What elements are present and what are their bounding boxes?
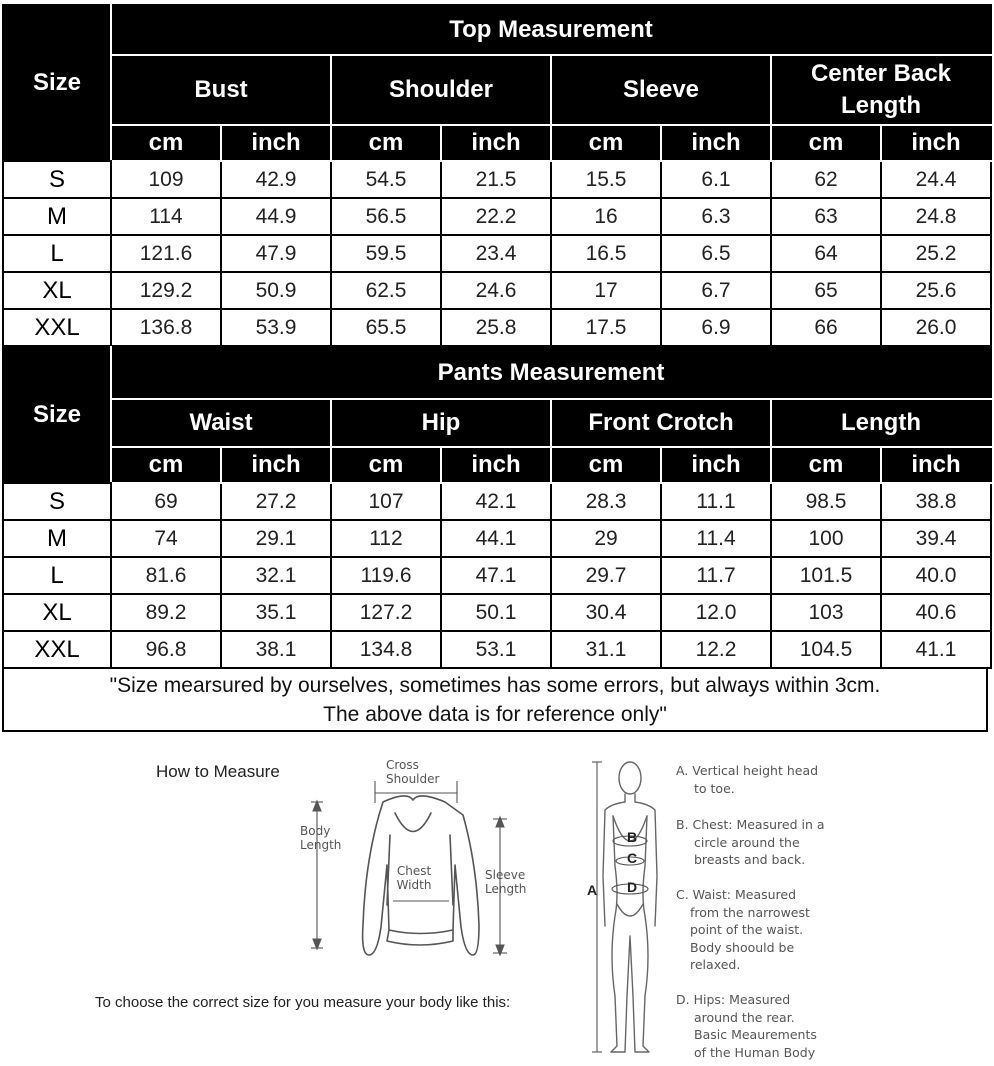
size-cell: M [3,198,111,235]
value-cell: 42.9 [221,161,331,198]
disclaimer-line: "Size mearsured by ourselves, sometimes has some errors, but always within 3cm. [109,674,881,697]
value-cell: 17 [551,272,661,309]
table-row [3,161,991,198]
value-cell: 114 [111,198,221,235]
value-cell: 11.1 [661,483,771,520]
value-cell: 6.1 [661,161,771,198]
measure-instruction: To choose the correct size for you measure your body like this: [95,994,511,1011]
guide-b: B. Chest: Measured in a circle around the breasts and back. [676,817,825,867]
value-cell: 127.2 [331,594,441,631]
value-cell: 31.1 [551,631,661,668]
value-cell: 25.8 [441,309,551,346]
unit-header: cm [771,125,881,161]
value-cell: 53.9 [221,309,331,346]
how-to-measure-section [0,740,994,1066]
unit-header: cm [331,447,441,483]
unit-header: cm [551,447,661,483]
marker-d: D [627,879,638,895]
value-cell: 28.3 [551,483,661,520]
size-cell: S [3,483,111,520]
column-group-header: Front Crotch [551,399,771,447]
value-cell: 119.6 [331,557,441,594]
value-cell: 47.1 [441,557,551,594]
value-cell: 107 [331,483,441,520]
value-cell: 6.7 [661,272,771,309]
measurement-disclaimer [2,668,988,732]
value-cell: 39.4 [881,520,991,557]
size-cell: XL [3,272,111,309]
value-cell: 42.1 [441,483,551,520]
unit-header: inch [441,125,551,161]
table-row [3,483,991,520]
value-cell: 64 [771,235,881,272]
table-row [3,235,991,272]
table-row [3,309,991,346]
value-cell: 32.1 [221,557,331,594]
column-group-header: Shoulder [331,55,551,125]
value-cell: 50.1 [441,594,551,631]
guide-a: A. Vertical height head to toe. [676,763,819,796]
top-measurement-table [2,4,992,347]
table-row [3,520,991,557]
value-cell: 23.4 [441,235,551,272]
body-figure [575,756,675,1066]
value-cell: 6.9 [661,309,771,346]
value-cell: 81.6 [111,557,221,594]
value-cell: 63 [771,198,881,235]
pants-measurement-table [2,346,992,669]
unit-header: inch [441,447,551,483]
value-cell: 65.5 [331,309,441,346]
garment-diagram [295,755,545,965]
unit-header: inch [661,447,771,483]
value-cell: 54.5 [331,161,441,198]
how-to-measure-title: How to Measure [156,762,280,781]
table-row [3,557,991,594]
column-group-header: Sleeve [551,55,771,125]
value-cell: 62 [771,161,881,198]
marker-b: B [627,829,638,845]
value-cell: 15.5 [551,161,661,198]
value-cell: 121.6 [111,235,221,272]
value-cell: 38.1 [221,631,331,668]
value-cell: 69 [111,483,221,520]
size-cell: XXL [3,631,111,668]
unit-header: cm [771,447,881,483]
value-cell: 35.1 [221,594,331,631]
size-cell: XL [3,594,111,631]
value-cell: 29 [551,520,661,557]
marker-a: A [587,882,598,898]
column-group-header: Length [771,399,991,447]
value-cell: 22.2 [441,198,551,235]
value-cell: 41.1 [881,631,991,668]
value-cell: 40.0 [881,557,991,594]
value-cell: 6.3 [661,198,771,235]
value-cell: 25.6 [881,272,991,309]
value-cell: 24.8 [881,198,991,235]
value-cell: 11.7 [661,557,771,594]
body-length-label: Body Length [300,824,342,852]
value-cell: 40.6 [881,594,991,631]
value-cell: 11.4 [661,520,771,557]
table-row [3,272,991,309]
size-cell: XXL [3,309,111,346]
column-group-header: Waist [111,399,331,447]
column-group-header: Center Back Length [771,55,991,125]
value-cell: 29.7 [551,557,661,594]
value-cell: 24.4 [881,161,991,198]
value-cell: 27.2 [221,483,331,520]
value-cell: 16 [551,198,661,235]
column-group-header: Hip [331,399,551,447]
value-cell: 98.5 [771,483,881,520]
value-cell: 24.6 [441,272,551,309]
value-cell: 29.1 [221,520,331,557]
value-cell: 44.9 [221,198,331,235]
size-cell: L [3,235,111,272]
value-cell: 65 [771,272,881,309]
value-cell: 59.5 [331,235,441,272]
guide-c: C. Waist: Measured from the narrowest point of the waist. Body shoould be relaxed. [676,887,810,972]
value-cell: 56.5 [331,198,441,235]
size-cell: L [3,557,111,594]
value-cell: 62.5 [331,272,441,309]
unit-header: cm [111,125,221,161]
unit-header: inch [881,447,991,483]
disclaimer-line: The above data is for reference only" [323,703,667,726]
value-cell: 12.2 [661,631,771,668]
value-cell: 44.1 [441,520,551,557]
table-title: Top Measurement [111,5,991,55]
value-cell: 50.9 [221,272,331,309]
table-row [3,594,991,631]
value-cell: 109 [111,161,221,198]
table-title: Pants Measurement [111,347,991,399]
value-cell: 30.4 [551,594,661,631]
value-cell: 12.0 [661,594,771,631]
value-cell: 129.2 [111,272,221,309]
column-group-header: Bust [111,55,331,125]
table-row [3,631,991,668]
value-cell: 47.9 [221,235,331,272]
value-cell: 104.5 [771,631,881,668]
value-cell: 74 [111,520,221,557]
unit-header: cm [331,125,441,161]
value-cell: 66 [771,309,881,346]
guide-d: D. Hips: Measured around the rear. Basic Meaurements of the Human Body [676,992,817,1060]
value-cell: 134.8 [331,631,441,668]
unit-header: inch [661,125,771,161]
value-cell: 103 [771,594,881,631]
value-cell: 53.1 [441,631,551,668]
value-cell: 112 [331,520,441,557]
value-cell: 96.8 [111,631,221,668]
size-header: Size [3,5,111,161]
sleeve-length-label: Sleeve Length [485,868,527,896]
unit-header: inch [221,447,331,483]
size-cell: M [3,520,111,557]
unit-header: inch [221,125,331,161]
table-row [3,198,991,235]
value-cell: 26.0 [881,309,991,346]
value-cell: 6.5 [661,235,771,272]
value-cell: 89.2 [111,594,221,631]
unit-header: inch [881,125,991,161]
unit-header: cm [111,447,221,483]
value-cell: 16.5 [551,235,661,272]
value-cell: 101.5 [771,557,881,594]
value-cell: 100 [771,520,881,557]
value-cell: 25.2 [881,235,991,272]
marker-c: C [627,850,638,866]
chest-width-label: Chest Width [396,864,432,892]
cross-shoulder-label: Cross Shoulder [386,758,440,786]
value-cell: 136.8 [111,309,221,346]
size-header: Size [3,347,111,483]
value-cell: 17.5 [551,309,661,346]
value-cell: 21.5 [441,161,551,198]
unit-header: cm [551,125,661,161]
size-cell: S [3,161,111,198]
value-cell: 38.8 [881,483,991,520]
